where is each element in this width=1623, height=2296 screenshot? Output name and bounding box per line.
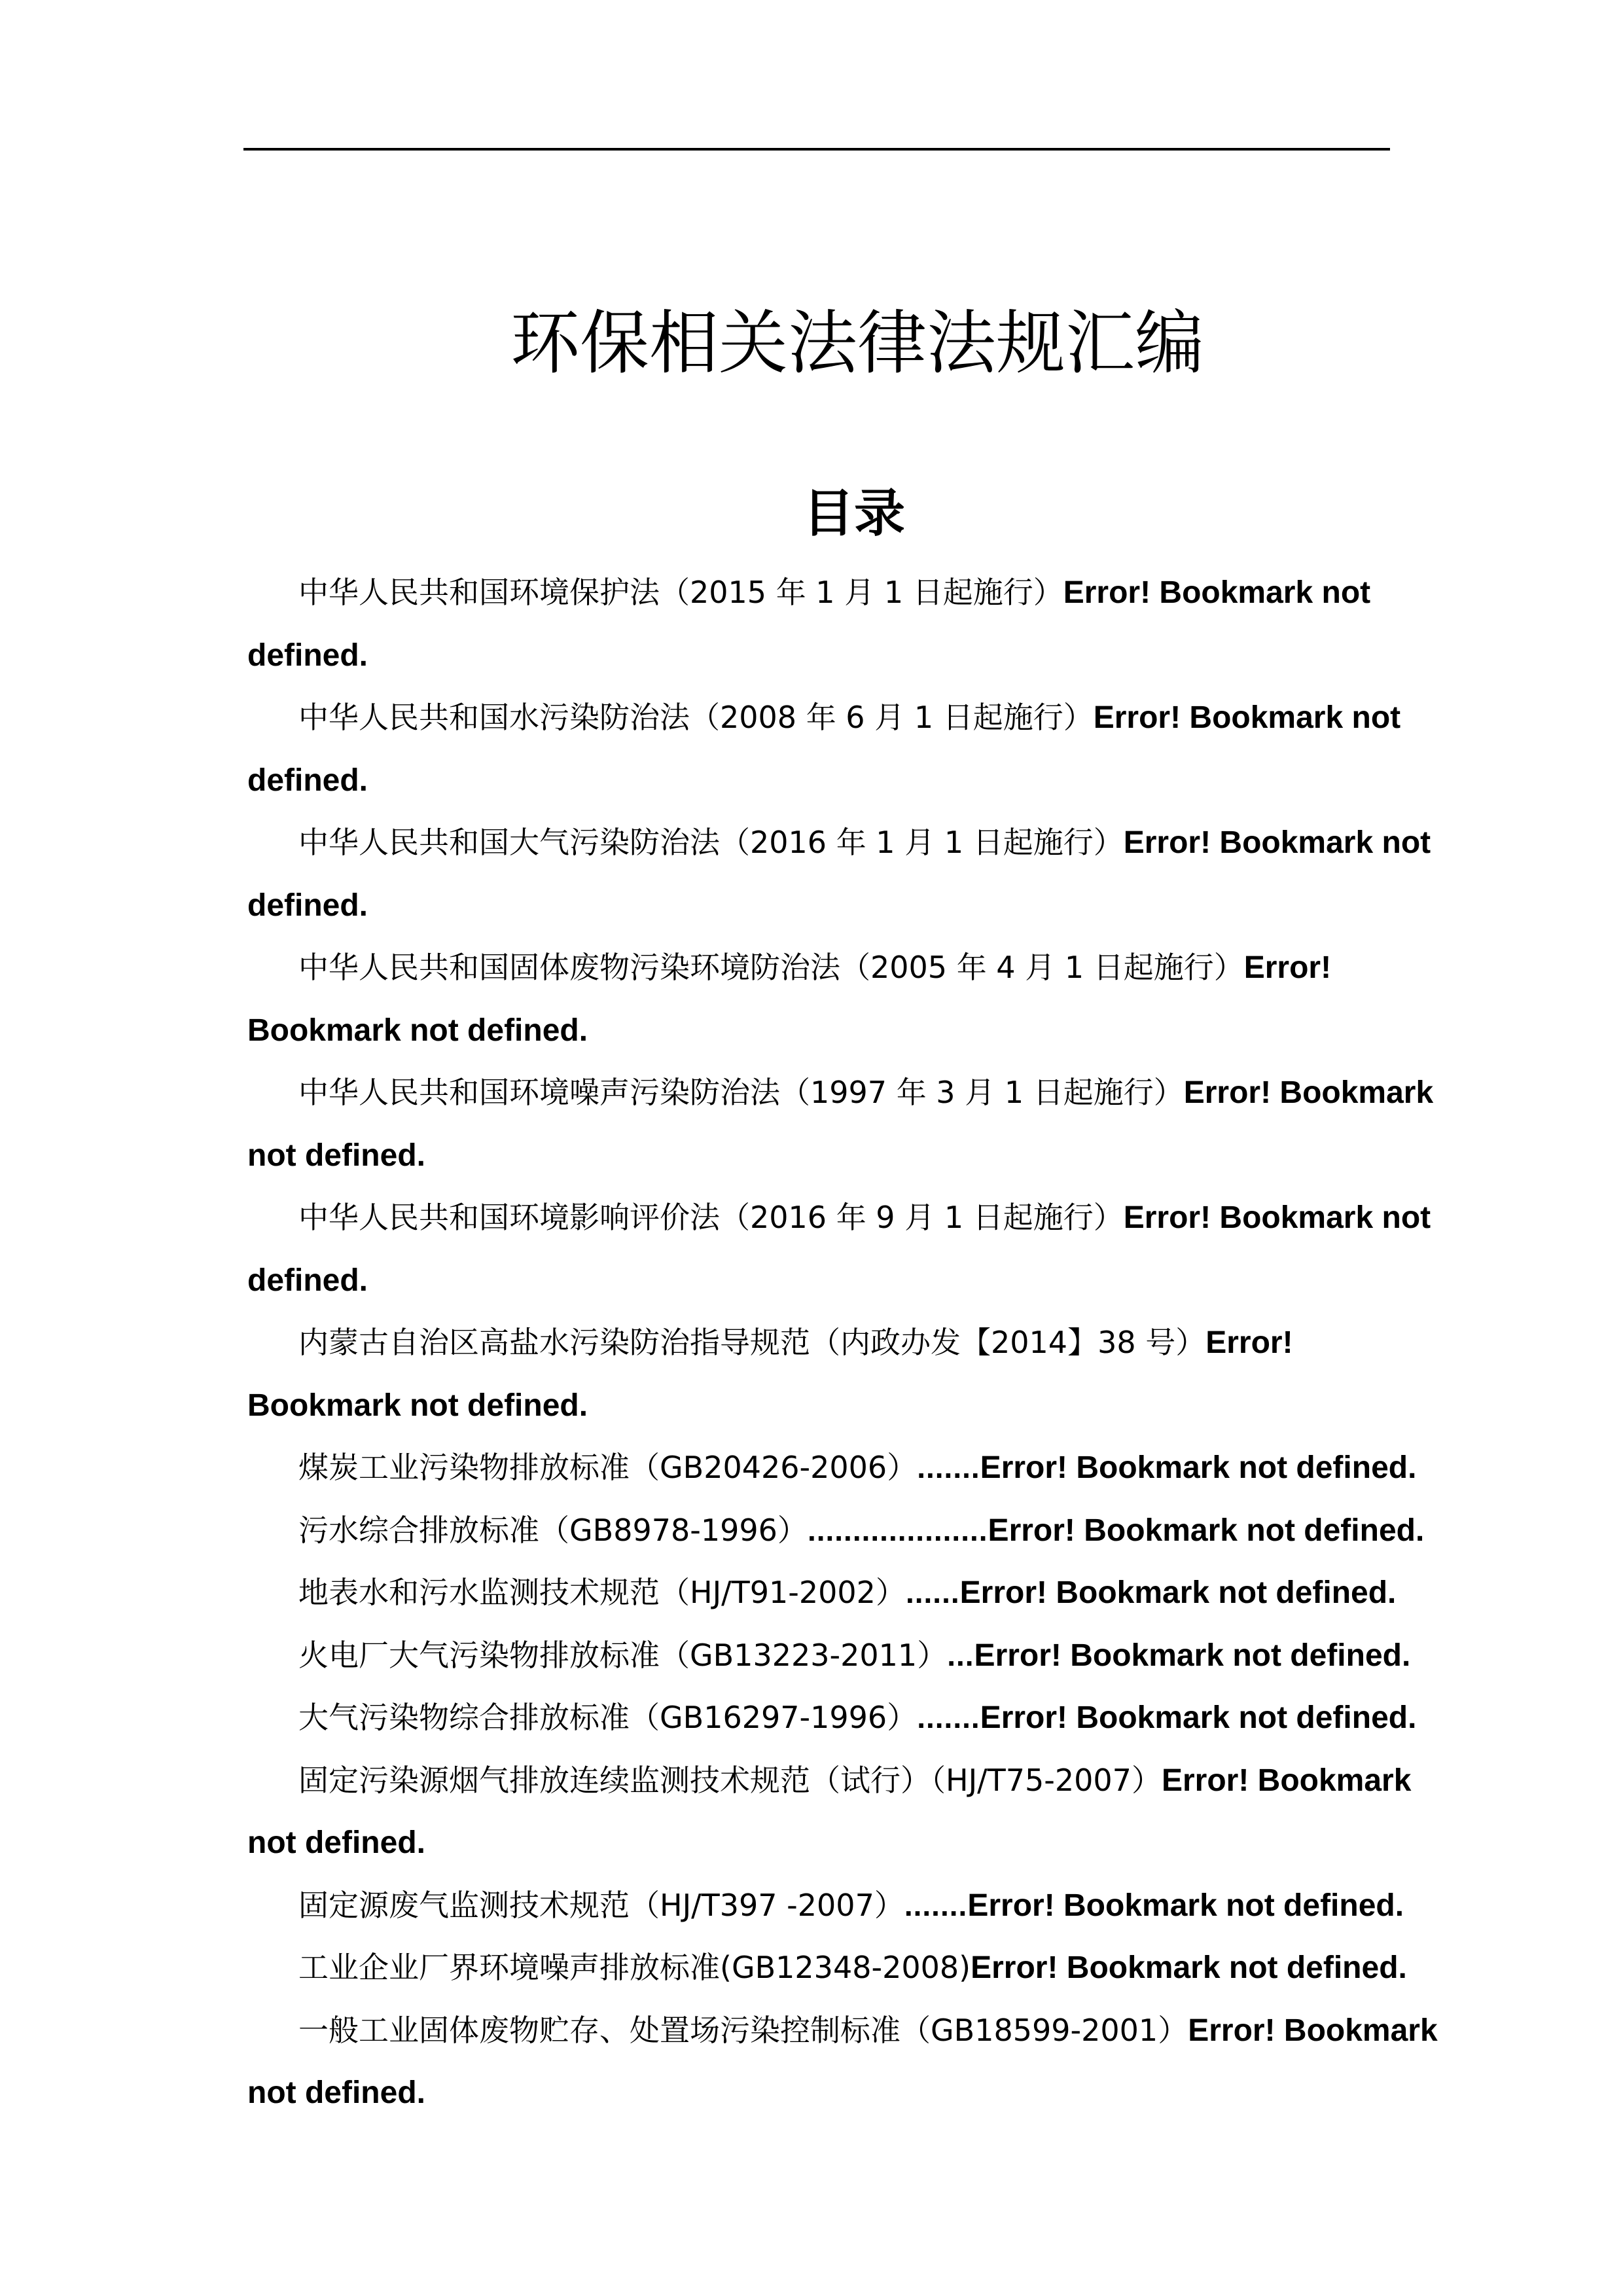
toc-entry-title: 污水综合排放标准（GB8978-1996）	[298, 1512, 808, 1548]
toc-entry[interactable]	[247, 1437, 1445, 1499]
toc-entry-title: 大气污染物综合排放标准（GB16297-1996）	[298, 1700, 918, 1735]
toc-entry[interactable]	[247, 1687, 1445, 1749]
toc-entry-title: 内蒙古自治区高盐水污染防治指导规范（内政办发【2014】38 号）	[298, 1325, 1206, 1360]
table-of-contents	[247, 562, 1445, 2125]
toc-entry[interactable]	[247, 1062, 1445, 1187]
toc-entry-title: 一般工业固体废物贮存、处置场污染控制标准（GB18599-2001）	[298, 2012, 1188, 2048]
toc-entry[interactable]	[247, 1937, 1445, 2000]
toc-entry[interactable]	[247, 562, 1445, 687]
toc-entry-page-ref[interactable]: Error! Bookmark not defined.	[247, 2013, 1438, 2110]
toc-entry[interactable]	[247, 937, 1445, 1062]
toc-entry[interactable]	[247, 1624, 1445, 1687]
toc-entry[interactable]	[247, 1312, 1445, 1437]
toc-entry-page-ref[interactable]: Error! Bookmark not defined.	[959, 1575, 1397, 1610]
toc-entry-page-ref[interactable]: Error! Bookmark not defined.	[971, 1950, 1407, 1985]
toc-entry-page-ref[interactable]: Error! Bookmark not defined.	[980, 1450, 1417, 1485]
toc-entry[interactable]	[247, 1874, 1445, 1937]
toc-entry-title: 地表水和污水监测技术规范（HJ/T91-2002）	[298, 1575, 906, 1610]
toc-entry-page-ref[interactable]: Error! Bookmark not defined.	[988, 1513, 1425, 1548]
toc-entry-page-ref[interactable]: Error! Bookmark not defined.	[247, 825, 1431, 923]
toc-entry-page-ref[interactable]: Error! Bookmark not defined.	[980, 1700, 1417, 1735]
toc-entry[interactable]	[247, 2000, 1445, 2125]
toc-heading: 目录	[802, 484, 905, 543]
toc-entry-page-ref[interactable]: Error! Bookmark not defined.	[247, 1200, 1431, 1298]
toc-entry-title: 中华人民共和国环境保护法（2015 年 1 月 1 日起施行）	[298, 575, 1063, 610]
toc-entry-title: 中华人民共和国环境影响评价法（2016 年 9 月 1 日起施行）	[298, 1200, 1124, 1235]
toc-entry[interactable]	[247, 812, 1445, 937]
toc-entry-title: 固定源废气监测技术规范（HJ/T397 -2007）	[298, 1887, 904, 1923]
toc-entry-leader: .......	[917, 1700, 980, 1734]
toc-entry[interactable]	[247, 687, 1445, 812]
toc-entry[interactable]	[247, 1749, 1445, 1874]
header-rule	[243, 148, 1390, 151]
toc-entry-page-ref[interactable]: Error! Bookmark not defined.	[247, 950, 1332, 1048]
toc-entry-page-ref[interactable]: Error! Bookmark not defined.	[247, 700, 1401, 798]
toc-entry-title: 火电厂大气污染物排放标准（GB13223-2011）	[298, 1637, 948, 1673]
toc-entry-title: 固定污染源烟气排放连续监测技术规范（试行）（HJ/T75-2007）	[298, 1762, 1162, 1798]
document-title: 环保相关法律法规汇编	[510, 303, 1204, 384]
toc-entry-title: 中华人民共和国环境噪声污染防治法（1997 年 3 月 1 日起施行）	[298, 1075, 1184, 1110]
toc-entry-page-ref[interactable]: Error! Bookmark not defined.	[247, 575, 1371, 673]
toc-entry[interactable]	[247, 1562, 1445, 1624]
toc-entry-page-ref[interactable]: Error! Bookmark not defined.	[974, 1638, 1411, 1673]
toc-entry-title: 煤炭工业污染物排放标准（GB20426-2006）	[298, 1450, 918, 1485]
toc-entry-title: 中华人民共和国水污染防治法（2008 年 6 月 1 日起施行）	[298, 700, 1094, 735]
toc-entry-title: 工业企业厂界环境噪声排放标准(GB12348-2008)	[298, 1950, 971, 1985]
toc-entry-page-ref[interactable]: Error! Bookmark not defined.	[247, 1325, 1293, 1423]
toc-entry-leader: .......	[917, 1450, 980, 1484]
toc-entry-leader: ....................	[807, 1513, 988, 1547]
toc-entry-page-ref[interactable]: Error! Bookmark not defined.	[247, 1763, 1412, 1860]
toc-entry[interactable]	[247, 1187, 1445, 1312]
toc-entry-leader: ...	[947, 1638, 974, 1672]
toc-entry-page-ref[interactable]: Error! Bookmark not defined.	[247, 1075, 1434, 1173]
toc-entry-page-ref[interactable]: Error! Bookmark not defined.	[967, 1888, 1404, 1923]
toc-entry-leader: ......	[905, 1575, 960, 1609]
toc-entry-title: 中华人民共和国大气污染防治法（2016 年 1 月 1 日起施行）	[298, 825, 1124, 860]
toc-entry[interactable]	[247, 1499, 1445, 1562]
toc-entry-title: 中华人民共和国固体废物污染环境防治法（2005 年 4 月 1 日起施行）	[298, 950, 1244, 985]
toc-entry-leader: .......	[904, 1888, 968, 1922]
